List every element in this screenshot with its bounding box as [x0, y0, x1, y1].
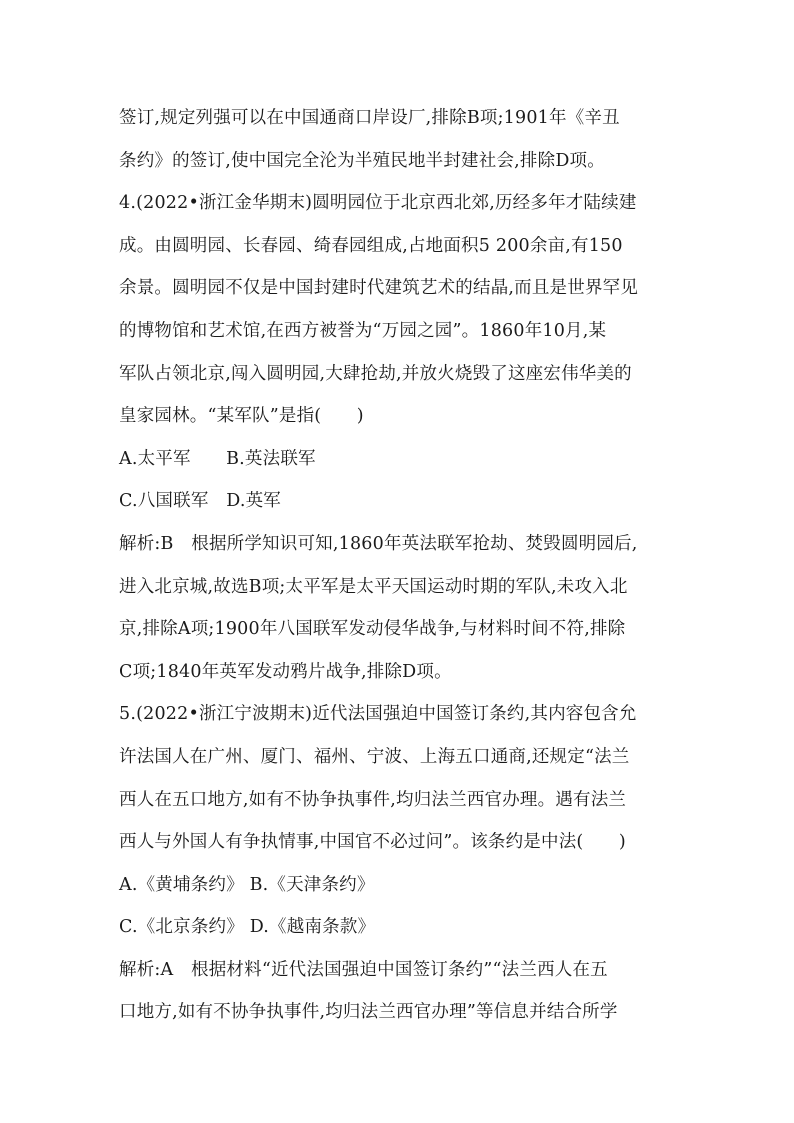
document-text-body: [119, 97, 681, 1034]
question-4-stem: 4.(2022•浙江金华期末)圆明园位于北京西北郊,历经多年才陆续建: [119, 193, 637, 214]
text-line: 西人与外国人有争执情事,中国官不必过问”。该条约是中法( ): [119, 832, 626, 853]
text-line: 西人在五口地方,如有不协争执事件,均归法兰西官办理。遇有法兰: [119, 789, 627, 810]
text-line: 许法国人在广州、厦门、福州、宁波、上海五口通商,还规定“法兰: [119, 746, 630, 767]
question-5-options-ab: A.《黄埔条约》 B.《天津条约》: [119, 874, 375, 895]
text-line: 签订,规定列强可以在中国通商口岸设厂,排除B项;1901年《辛丑: [119, 108, 620, 128]
question-5-options-cd: C.《北京条约》 D.《越南条款》: [119, 917, 376, 938]
text-line: 余景。圆明园不仅是中国封建时代建筑艺术的结晶,而且是世界罕见: [119, 278, 639, 299]
text-line: 成。由圆明园、长春园、绮春园组成,占地面积5 200余亩,有150: [119, 235, 623, 256]
text-line: 京,排除A项;1900年八国联军发动侵华战争,与材料时间不符,排除: [119, 619, 626, 640]
text-line: 的博物馆和艺术馆,在西方被誉为“万园之园”。1860年10月,某: [119, 320, 607, 341]
text-line: 皇家园林。“某军队”是指( ): [119, 406, 364, 427]
question-4-analysis: 解析:B 根据所学知识可知,1860年英法联军抢劫、焚毁圆明园后,: [119, 533, 638, 554]
text-line: 条约》的签订,使中国完全沦为半殖民地半封建社会,排除D项。: [119, 150, 605, 171]
text-line: 军队占领北京,闯入圆明园,大肆抢劫,并放火烧毁了这座宏伟华美的: [119, 363, 632, 384]
question-5-analysis: 解析:A 根据材料“近代法国强迫中国签订条约”“法兰西人在五: [119, 959, 608, 980]
question-4-options-cd: C.八国联军 D.英军: [119, 491, 281, 512]
text-line: 口地方,如有不协争执事件,均归法兰西官办理”等信息并结合所学: [119, 1002, 618, 1023]
text-line: 进入北京城,故选B项;太平军是太平天国运动时期的军队,未攻入北: [119, 576, 628, 597]
question-4-options-ab: A.太平军 B.英法联军: [119, 448, 316, 469]
text-line: C项;1840年英军发动鸦片战争,排除D项。: [119, 661, 452, 682]
question-5-stem: 5.(2022•浙江宁波期末)近代法国强迫中国签订条约,其内容包含允: [119, 704, 637, 725]
